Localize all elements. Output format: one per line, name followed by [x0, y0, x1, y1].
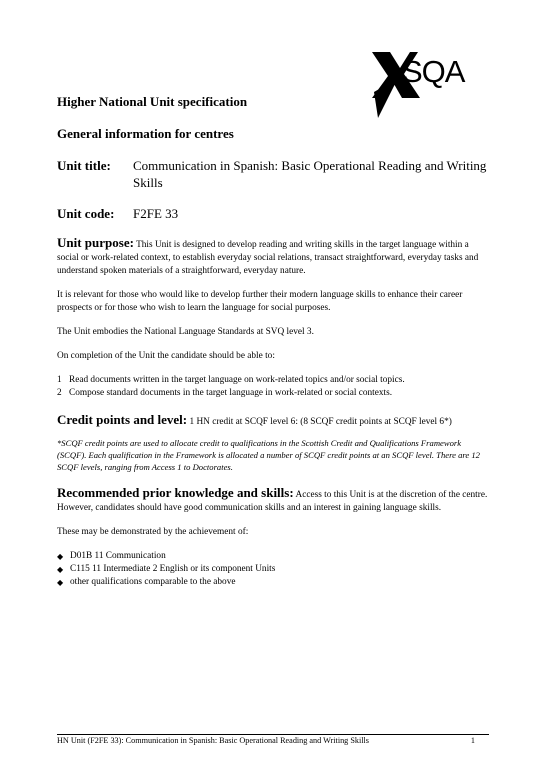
prior-paragraph: [57, 486, 489, 515]
sqa-logo-text: SQA: [402, 54, 465, 89]
credit-text: 1 HN credit at SCQF level 6: (8 SCQF credit points at SCQF level 6*): [189, 417, 452, 427]
purpose-text: This Unit is designed to develop reading and writing skills in the target language within a social or work-related context, to establish everyday social relations, transact straightforward, everyday tasks and understand spoken materials of a straightforward, everyday nature.: [57, 240, 479, 276]
outcome-number: 1: [57, 375, 62, 385]
relevance-paragraph: It is relevant for those who would like to develop further their modern language skills to enhance their career prospects or for those who wish to learn the language for social purposes.: [57, 290, 463, 313]
unit-code-label: Unit code:: [57, 206, 115, 221]
completion-intro: On completion of the Unit the candidate should be able to:: [57, 351, 275, 361]
purpose-label: Unit purpose:: [57, 235, 134, 250]
credit-paragraph: [57, 413, 489, 429]
unit-title-value: Communication in Spanish: Basic Operational Reading and Writing Skills: [133, 158, 487, 190]
page-footer: [57, 736, 489, 745]
prior-item-text: D01B 11 Communication: [70, 551, 166, 561]
purpose-paragraph: [57, 236, 489, 278]
prior-text: Access to this Unit is at the discretion of the centre. However, candidates should have good communication skills and an interest in gaining language skills.: [57, 490, 488, 513]
prior-item-text: other qualifications comparable to the above: [70, 577, 236, 587]
unit-title-row: [57, 157, 489, 191]
diamond-bullet-icon: ◆: [57, 578, 64, 587]
page-number: 1: [470, 736, 475, 745]
general-heading: General information for centres: [57, 126, 234, 141]
prior-item-text: C115 11 Intermediate 2 English or its component Units: [70, 564, 276, 574]
prior-label: Recommended prior knowledge and skills:: [57, 485, 294, 500]
footer-text: HN Unit (F2FE 33): Communication in Spanish: Basic Operational Reading and Writing Skills: [57, 736, 369, 745]
outcome-text: Compose standard documents in the target language in work-related or social contexts.: [69, 388, 393, 398]
list-item: [57, 576, 489, 589]
outcomes-list: [57, 374, 489, 400]
credit-label: Credit points and level:: [57, 412, 188, 427]
outcome-text: Read documents written in the target language on work-related topics and/or social topics.: [69, 375, 405, 385]
demonstrated-intro: These may be demonstrated by the achievement of:: [57, 527, 249, 537]
unit-code-row: [57, 206, 489, 222]
standards-paragraph: The Unit embodies the National Language Standards at SVQ level 3.: [57, 327, 314, 337]
list-item: [57, 387, 489, 400]
diamond-bullet-icon: ◆: [57, 552, 64, 561]
outcome-number: 2: [57, 388, 62, 398]
list-item: [57, 374, 489, 387]
document-body: [57, 94, 489, 589]
footer-divider: [57, 734, 489, 735]
diamond-bullet-icon: ◆: [57, 565, 64, 574]
spec-heading: Higher National Unit specification: [57, 94, 248, 109]
prior-items-list: [57, 550, 489, 589]
scqf-note: *SCQF credit points are used to allocate credit to qualifications in the Scottish Credit and Qualifications Framework (SCQF). Each qualification in the Framework is allocated a number of SCQF credit points at an SCQF level. There are 12 SCQF levels, ranging from Access 1 to Doctorates.: [57, 438, 480, 472]
unit-code-value: F2FE 33: [133, 206, 179, 221]
unit-title-label: Unit title:: [57, 158, 111, 173]
list-item: [57, 550, 489, 563]
list-item: [57, 563, 489, 576]
